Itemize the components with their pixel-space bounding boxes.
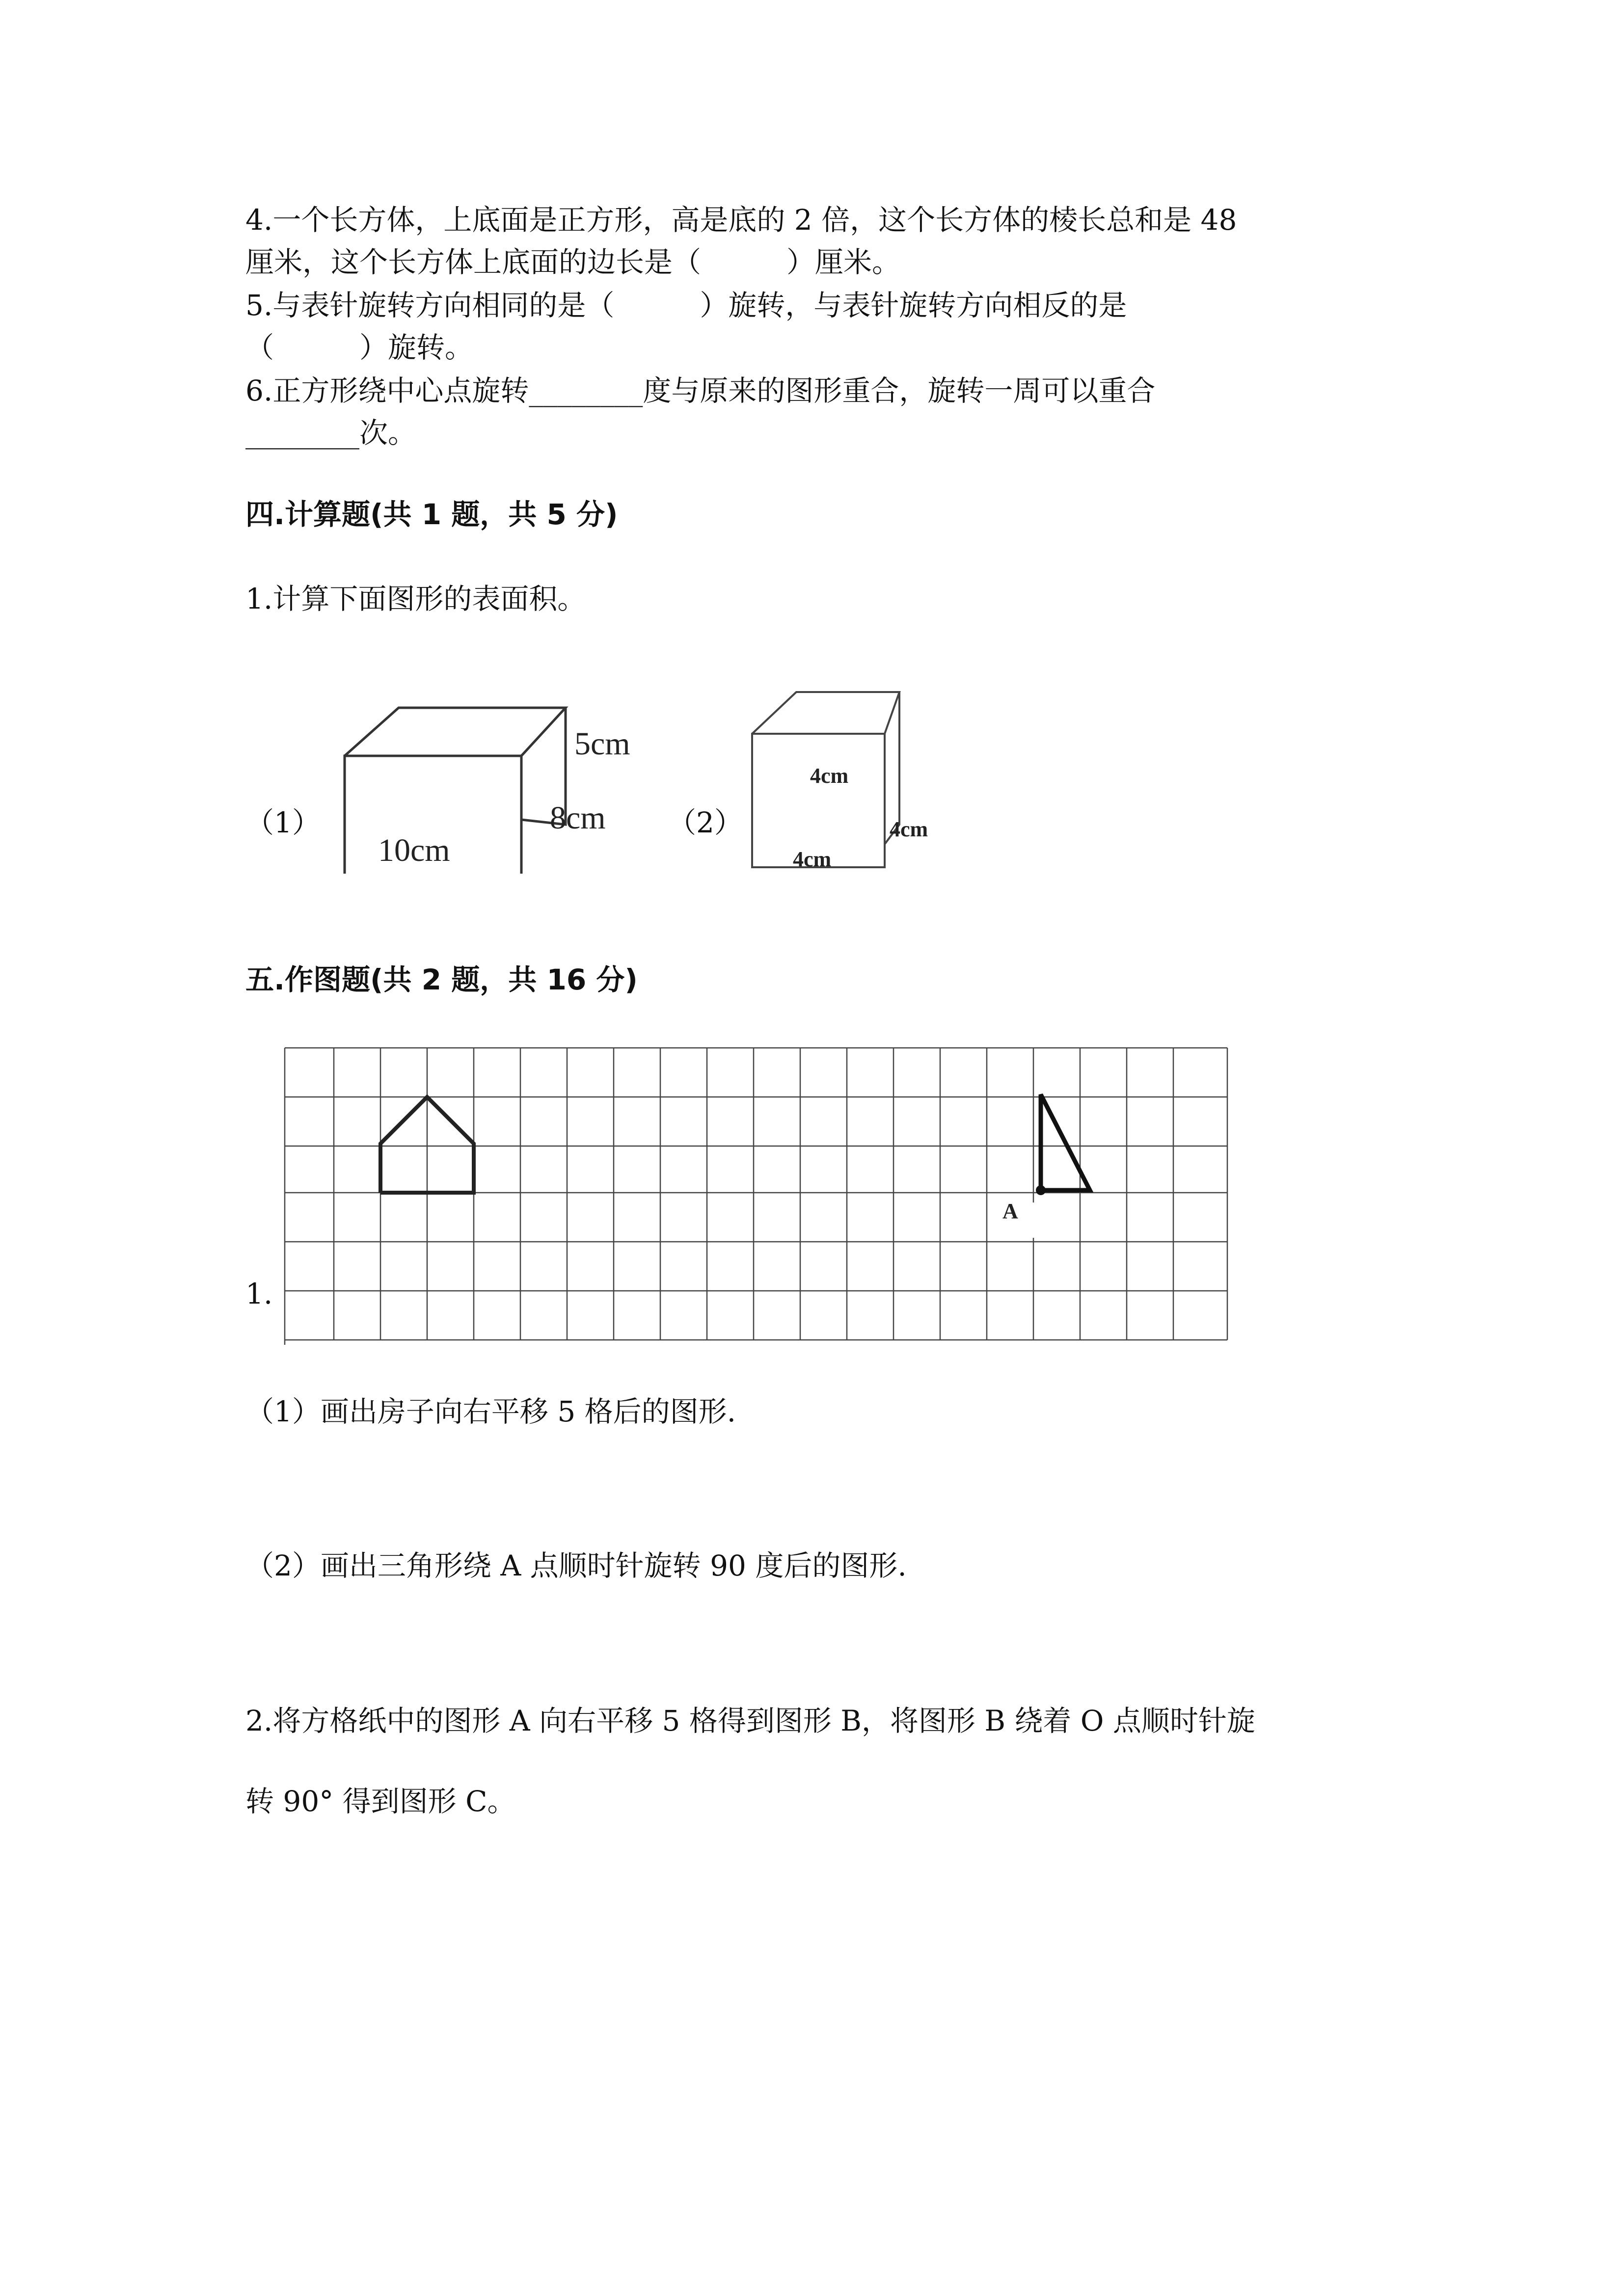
drawing-question-1-part-1: （1）画出房子向右平移 5 格后的图形. xyxy=(245,1395,736,1428)
cube-figure xyxy=(736,682,952,879)
calc-question-1: 1.计算下面图形的表面积。 xyxy=(245,582,586,615)
cuboid-length-label: 10cm xyxy=(378,832,450,868)
drawing-question-2-line-2: 转 90° 得到图形 C。 xyxy=(245,1785,516,1818)
question-4-line-2: 厘米，这个长方体上底面的边长是（ ）厘米。 xyxy=(245,245,901,279)
section-5-heading: 五.作图题(共 2 题，共 16 分) xyxy=(245,963,638,996)
point-a-label: A xyxy=(1002,1199,1018,1223)
triangle-shape xyxy=(1041,1095,1090,1190)
question-5-line-1: 5.与表针旋转方向相同的是（ ）旋转，与表针旋转方向相反的是 xyxy=(245,289,1127,322)
question-4-line-1: 4.一个长方体，上底面是正方形，高是底的 2 倍，这个长方体的棱长总和是 48 xyxy=(245,203,1237,237)
cuboid-figure xyxy=(334,697,668,874)
cuboid-top-face xyxy=(345,708,566,756)
grid-paper xyxy=(280,1041,1242,1355)
section-4-heading: 四.计算题(共 1 题，共 5 分) xyxy=(245,498,618,531)
figure-1-label: （1） xyxy=(245,806,321,839)
cube-depth-label: 4cm xyxy=(890,817,928,841)
question-5-line-2: （ ）旋转。 xyxy=(245,331,474,364)
figure-2-label: （2） xyxy=(668,806,743,839)
point-a-dot xyxy=(1036,1185,1046,1195)
question-6-line-2: ________次。 xyxy=(245,416,417,450)
drawing-question-1-part-2: （2）画出三角形绕 A 点顺时针旋转 90 度后的图形. xyxy=(245,1549,907,1582)
cuboid-depth-label: 8cm xyxy=(550,800,606,836)
cube-top-face xyxy=(752,692,899,734)
cube-height-label: 4cm xyxy=(810,764,849,788)
cuboid-height-label: 5cm xyxy=(574,726,630,762)
drawing-question-2-line-1: 2.将方格纸中的图形 A 向右平移 5 格得到图形 B，将图形 B 绕着 O 点顺时针旋 xyxy=(245,1704,1255,1737)
question-6-line-1: 6.正方形绕中心点旋转________度与原来的图形重合，旋转一周可以重合 xyxy=(245,374,1156,407)
cube-length-label: 4cm xyxy=(793,847,832,871)
drawing-question-1-number: 1. xyxy=(245,1277,273,1310)
